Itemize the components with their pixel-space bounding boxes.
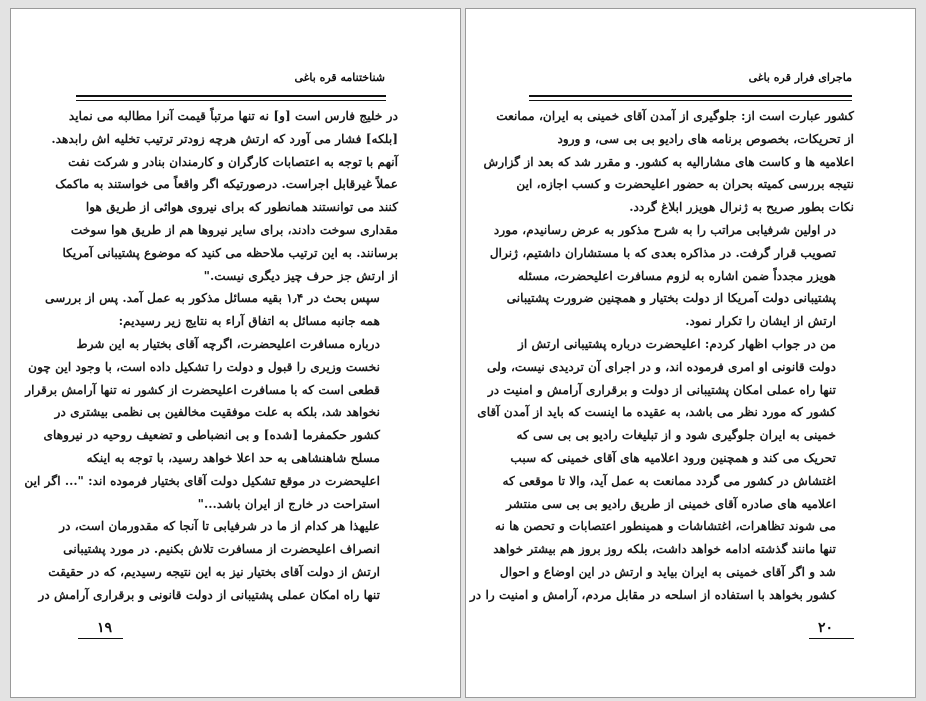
running-head: ماجرای فرار قره باغی bbox=[748, 71, 852, 84]
page-number: ۱۹ bbox=[97, 620, 113, 636]
text-line: می شوند تظاهرات، اغتشاشات و همینطور اعتصابات و تحصن ها نه bbox=[494, 519, 836, 534]
paragraph bbox=[38, 515, 398, 606]
text-line: در اولین شرفیابی مراتب را به شرح مذکور به عرض رسانیدم، مورد bbox=[493, 222, 836, 237]
running-head: شناختنامه قره باغی bbox=[294, 71, 385, 84]
paragraph bbox=[24, 333, 398, 515]
text-line: استراحت در خارج از ایران باشد..." bbox=[197, 496, 380, 511]
text-line: تنها راه امکان عملی پشتیبانی از دولت قانونی و برقراری آرامش در bbox=[38, 587, 380, 602]
text-line: [بلکه] فشار می آورد که ارتش هرچه زودتر ترتیب تخلیه اش رابدهد. bbox=[51, 131, 398, 146]
text-line: تصویب قرار گرفت. در مذاکره بعدی که با مستشاران داشتیم، ژنرال bbox=[489, 245, 836, 260]
text-line: قطعی است که با مسافرت اعلیحضرت از کشور نه تنها آرامش برقرار bbox=[25, 382, 380, 397]
text-line: اغتشاش در کشور می گردد ممانعت به عمل آید، والا تا موقعی که bbox=[502, 473, 836, 488]
text-line: شد و اگر آقای خمینی به ایران بیاید و ارتش در این اوضاع و احوال bbox=[499, 564, 836, 579]
text-line: درباره مسافرت اعلیحضرت، اگرچه آقای بختیار به این شرط bbox=[76, 336, 380, 351]
text-line: کشور عبارت است از: جلوگیری از آمدن آقای خمینی به ایران، ممانعت bbox=[496, 109, 854, 123]
text-line: کشور که مورد نظر می باشد، به عقیده ما اینست که باید از آمدن آقای bbox=[477, 405, 836, 420]
text-line: خمینی به ایران جلوگیری شود و از تبلیغات رادیو بی بی سی که bbox=[516, 428, 836, 443]
text-line: کنند می توانستند همانطور که برای نیروی هوائی از طریق هوا bbox=[85, 200, 398, 215]
text-line: مسلح شاهنشاهی به حد اعلا خواهد رسید، با توجه به اینکه bbox=[86, 450, 380, 465]
header-rule bbox=[76, 95, 386, 101]
left-page bbox=[10, 8, 461, 698]
text-line: مقداری سوخت دادند، برای سایر نیروها هم از طریق هوا سوخت bbox=[70, 222, 398, 237]
text-line: نخواهد شد، بلکه به علت موفقیت مخالفین بی نظمی بیشتری در bbox=[54, 405, 380, 420]
text-line: تنها مانند گذشته ادامه خواهد داشت، بلکه روز بروز هم بیشتر خواهد bbox=[493, 542, 836, 557]
body-text bbox=[24, 105, 398, 607]
text-line: ارتش از دولت آقای بختیار نیز به این نتیجه رسیدیم، که در حقیقت bbox=[48, 564, 380, 579]
right-page bbox=[465, 8, 916, 698]
paragraph bbox=[489, 219, 854, 333]
paragraph bbox=[469, 333, 854, 607]
header-rule bbox=[529, 95, 852, 101]
text-line: همه جانبه مسائل به اتفاق آراء به نتایج زیر رسیدیم: bbox=[118, 314, 380, 329]
text-line: ارتش از ایشان را تکرار نمود. bbox=[685, 314, 836, 329]
text-line: تحریک می کند و همچنین ورود اعلامیه های آقای خمینی که سبب bbox=[510, 450, 836, 465]
text-line: علیهذا هر کدام از ما در شرفیابی تا آنجا که مقدورمان است، در bbox=[59, 519, 380, 534]
text-line: انصراف اعلیحضرت از مسافرت تلاش بکنیم. در مورد پشتیبانی bbox=[63, 542, 380, 557]
text-line: نتیجه بررسی کمیته بحران به حضور اعلیحضرت و کسب اجازه، این bbox=[516, 177, 854, 192]
text-line: تنها راه عملی امکان پشتیبانی از دولت و برقراری آرامش و امنیت در bbox=[487, 382, 836, 397]
text-line: کشور بخواهد با استفاده از اسلحه در مقابل مردم، آرامش و امنیت را در bbox=[469, 587, 836, 602]
text-line: آنهم با توجه به اعتصابات کارگران و کارمندان بنادر و شرکت نفت bbox=[68, 154, 398, 169]
text-line: در خلیج فارس است [و] نه تنها مرتباً قیمت آنرا مطالبه می نماید bbox=[68, 109, 398, 123]
page-number-rule bbox=[809, 638, 854, 639]
body-text bbox=[469, 105, 854, 607]
text-line: من در جواب اظهار کردم: اعلیحضرت درباره پشتیبانی ارتش از bbox=[517, 336, 836, 351]
text-line: سپس بحث در ۱٫۴ بقیه مسائل مذکور به عمل آمد. پس از بررسی bbox=[45, 291, 380, 306]
text-line: برسانند. به این ترتیب ملاحظه می کنید که موضوع پشتیبانی آمریکا bbox=[62, 245, 398, 260]
text-line: عملاً غیرقابل اجراست. درصورتیکه اگر واقعاً می خواستند به ماکمک bbox=[55, 177, 398, 192]
text-line: از تحریکات، بخصوص برنامه های رادیو بی بی سی، و ورود bbox=[557, 131, 854, 146]
text-line: دولت قانونی او امری فرموده اند، و در اجرای آن تردیدی نیست، ولی bbox=[486, 359, 836, 374]
text-line: نکات بطور صریح به ژنرال هویزر ابلاغ گردد. bbox=[629, 200, 854, 215]
text-line: اعلیحضرت در موقع تشکیل دولت آقای بختیار فرموده اند: "... اگر این bbox=[24, 473, 380, 488]
paragraph bbox=[45, 287, 398, 333]
text-line: نخست وزیری را قبول و دولت را تشکیل داده است، با وجود این چون bbox=[28, 359, 380, 374]
text-line: اعلامیه ها و کاست های مشارالیه به کشور. و مقرر شد که بعد از گزارش bbox=[483, 154, 854, 169]
text-line: هویزر مجدداً ضمن اشاره به لزوم مسافرت اعلیحضرت، مسئله bbox=[517, 268, 836, 283]
text-line: از ارتش جز حرف چیز دیگری نیست." bbox=[203, 268, 398, 283]
paragraph bbox=[483, 105, 854, 219]
text-line: اعلامیه های صادره آقای خمینی از طریق رادیو بی بی سی منتشر bbox=[506, 496, 836, 511]
page-number-rule bbox=[78, 638, 123, 639]
paragraph bbox=[51, 105, 398, 287]
text-line: کشور حکمفرما [شده] و بی انضباطی و تضعیف روحیه در نیروهای bbox=[43, 428, 380, 443]
text-line: پشتیبانی دولت آمریکا از دولت بختیار و همچنین ضرورت پشتیبانی bbox=[506, 291, 836, 306]
page-number: ۲۰ bbox=[818, 620, 834, 636]
